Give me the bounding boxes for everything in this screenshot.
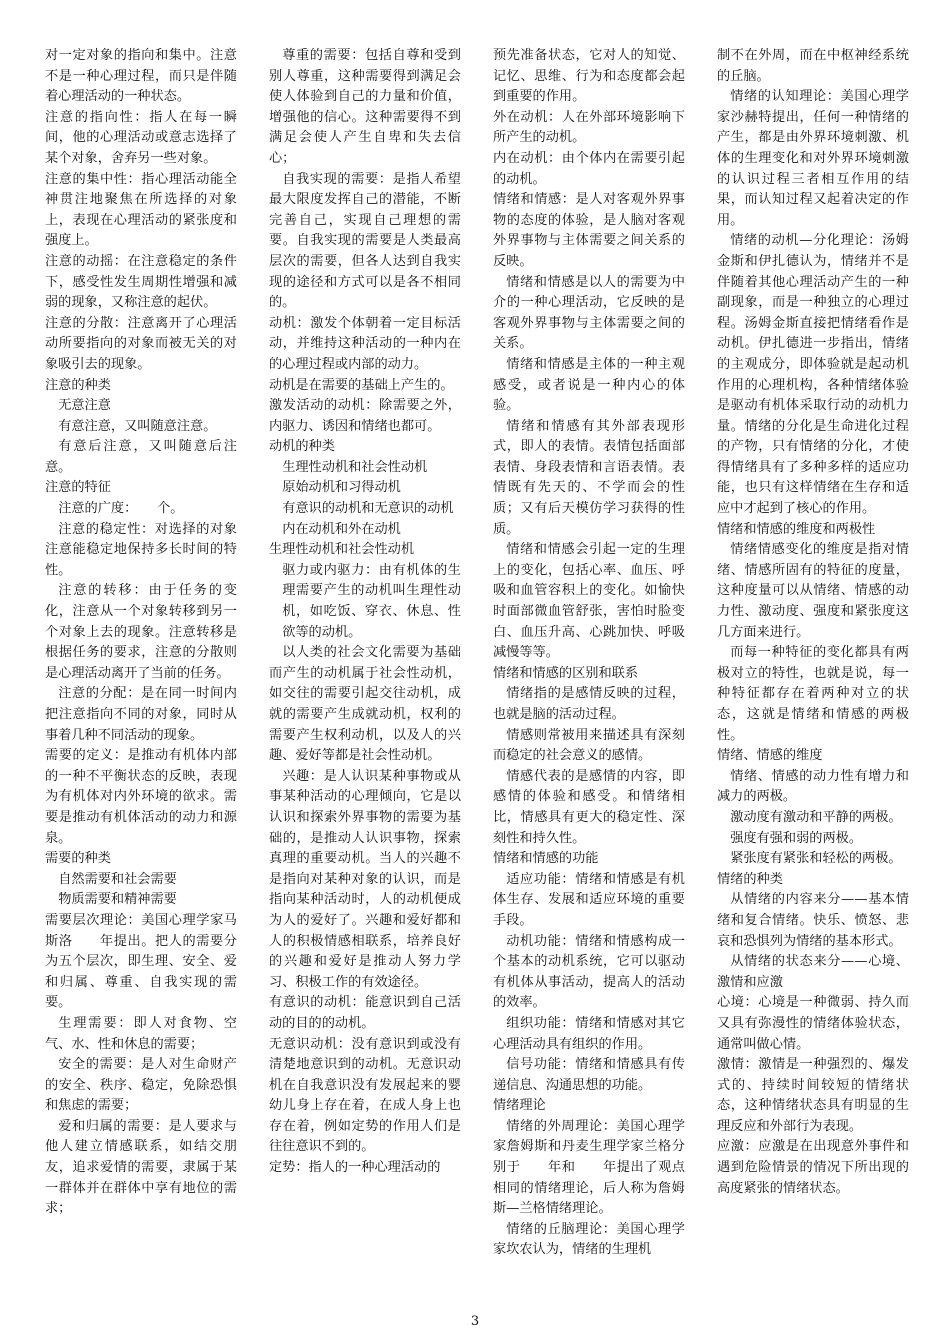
document-page	[45, 46, 911, 1311]
paragraph: 而每一种特征的变化都具有两极对立的特性，也就是说，每一种特征都存在着两种对立的状态，这就是情绪和情感的两极性。	[717, 645, 909, 743]
paragraph: 爱和归属的需要：是人要求与他人建立情感联系，如结交朋友，追求爱情的需要，隶属于某一群体并在群体中享有地位的需求；	[45, 1118, 237, 1217]
paragraph: 注意的特征	[45, 480, 111, 496]
paragraph: 注意的分配：是在同一时间内把注意指向不同的对象，同时从事着几种不同活动的现象。	[45, 686, 237, 743]
paragraph: 情绪和情感会引起一定的生理上的变化，包括心率、血压、呼吸和血管容积上的变化。如愉快时面部微血管舒张，害怕时脸变白、血压升高、心跳加快、呼吸减慢等等。	[493, 542, 685, 661]
paragraph: 情绪的丘脑理论：美国心理学家坎农认为，情绪的生理机	[493, 1221, 685, 1258]
paragraph: 情绪和情感的功能	[493, 851, 599, 867]
paragraph: 组织功能：情绪和情感对其它心理活动具有组织的作用。	[493, 1015, 685, 1052]
paragraph: 情绪和情感是以人的需要为中介的一种心理活动，它反映的是客观外界事物与主体需要之间的关系。	[493, 274, 685, 352]
text-column-1	[45, 46, 237, 1311]
paragraph: 情绪、情感的维度	[717, 748, 823, 764]
paragraph: 生理性动机和社会性动机	[269, 542, 415, 558]
paragraph: 动机：激发个体朝着一定目标活动，并维持这种活动的一种内在的心理过程或内部的动力。	[269, 315, 461, 372]
paragraph: 激发活动的动机：除需要之外，内驱力、诱因和情绪也都可。	[269, 398, 461, 434]
paragraph: 自我实现的需要：是指人希望最大限度发挥自己的潜能，不断完善自己，实现自己理想的需要。自我实现的需要是人类最高层次的需要，但各人达到自我实现的途径和方式可以是各不相同的。	[269, 171, 461, 311]
paragraph: 情绪的外周理论：美国心理学家詹姆斯和丹麦生理学家兰格分别于 年和 年提出了观点相同的情绪理论，后人称为詹姆斯—兰格情绪理论。	[493, 1118, 685, 1217]
paragraph: 安全的需要：是人对生命财产的安全、秩序、稳定，免除恐惧和焦虑的需要；	[45, 1057, 237, 1114]
paragraph: 情绪和情感有其外部表现形式，即人的表情。表情包括面部表情、身段表情和言语表情。表情既有先天的、不学而会的性质；又有后天模仿学习获得的性质。	[493, 418, 685, 537]
paragraph: 生理性动机和社会性动机	[282, 459, 428, 475]
paragraph: 兴趣：是人认识某种事物或从事某种活动的心理倾向，它是以认识和探索外界事物的需要为基础的，是推动人认识事物，探索真理的重要动机。当人的兴趣不是指向对某种对象的认识，而是指向某种活动时，人的动机便成为人的爱好了。兴趣和爱好都和人的积极情感相联系，培养良好的兴趣和爱好是推动人努力学习、积极工作的有效途径。	[269, 768, 461, 990]
paragraph: 动机是在需要的基础上产生的。	[269, 377, 454, 393]
paragraph: 定势：指人的一种心理活动的	[269, 1160, 441, 1176]
paragraph: 注意的转移：由于任务的变化，注意从一个对象转移到另一个对象上去的现象。注意转移是根据任务的要求，注意的分散则是心理活动离开了当前的任务。	[45, 583, 237, 681]
paragraph: 信号功能：情绪和情感具有传递信息、沟通思想的功能。	[493, 1057, 685, 1093]
paragraph: 对一定对象的指向和集中。注意不是一种心理过程，而只是伴随着心理活动的一种状态。	[45, 48, 237, 105]
paragraph: 有意识的动机和无意识的动机	[282, 501, 454, 517]
paragraph: 有意识的动机：能意识到自己活动的目的的动机。	[269, 995, 461, 1031]
paragraph: 内在动机：由个体内在需要引起的动机。	[493, 150, 685, 187]
paragraph: 动机功能：情绪和情感构成一个基本的动机系统，它可以驱动有机体从事活动，提高人的活动的效率。	[493, 933, 685, 1011]
paragraph: 需要的定义：是推动有机体内部的一种不平衡状态的反映，表现为有机体对内外环境的欲求。需要是推动有机体活动的动力和源泉。	[45, 748, 237, 846]
paragraph: 紧张度有紧张和轻松的两极。	[730, 851, 902, 867]
paragraph: 生理需要：即人对食物、空气、水、性和休息的需要；	[45, 1015, 237, 1052]
paragraph: 情绪和情感：是人对客观外界事物的态度的体验，是人脑对客观外界事物与主体需要之间关系的反映。	[493, 192, 685, 269]
paragraph: 应激：应激是在出现意外事件和遇到危险情景的情况下所出现的高度紧张的情绪状态。	[717, 1139, 909, 1196]
paragraph: 物质需要和精神需要	[58, 892, 177, 908]
paragraph: 有意后注意，又叫随意后注意。	[45, 439, 237, 475]
paragraph: 激动度有激动和平静的两极。	[730, 809, 902, 825]
paragraph: 情绪情感变化的维度是指对情绪、情感所固有的特征的度量，这种度量可以从情绪、情感的动力性、激动度、强度和紧张度这几方面来进行。	[717, 542, 909, 640]
paragraph: 激情：激情是一种强烈的、爆发式的、持续时间较短的情绪状态，这种情绪状态具有明显的生理反应和外部行为表现。	[717, 1057, 909, 1134]
paragraph: 注意的分散：注意离开了心理活动所要指向的对象而被无关的对象吸引去的现象。	[45, 315, 237, 372]
paragraph: 注意的动摇：在注意稳定的条件下，感受性发生周期性增强和减弱的现象，又称注意的起伏。	[45, 253, 237, 311]
paragraph: 以人类的社会文化需要为基础而产生的动机属于社会性动机，如交往的需要引起交往动机，成就的需要产生成就动机，权利的需要产生权利动机，以及人的兴趣、爱好等都是社会性动机。	[269, 645, 461, 764]
page-number: 3	[470, 1314, 480, 1329]
paragraph: 尊重的需要：包括自尊和受到别人尊重，这种需要得到满足会使人体验到自己的力量和价值，增强他的信心。这种需要得不到满足会使人产生自卑和失去信心；	[269, 48, 461, 166]
paragraph: 制不在外周，而在中枢神经系统的丘脑。	[717, 48, 909, 84]
paragraph: 情感代表的是感情的内容，即感情的体验和感受。和情绪相比，情感具有更大的稳定性、深刻性和持久性。	[493, 768, 685, 846]
paragraph: 驱力或内驱力：由有机体的生理需要产生的动机叫生理性动机，如吃饭、穿衣、休息、性欲等的动机。	[282, 562, 461, 640]
paragraph: 外在动机：人在外部环境影响下所产生的动机。	[493, 109, 685, 146]
paragraph: 情绪和情感的维度和两极性	[717, 521, 876, 537]
paragraph: 从情绪的状态来分——心境、激情和应激	[717, 954, 909, 990]
paragraph: 原始动机和习得动机	[282, 480, 401, 496]
paragraph: 内在动机和外在动机	[282, 521, 401, 537]
paragraph: 注意的集中性：指心理活动能全神贯注地聚焦在所选择的对象上，表现在心理活动的紧张度和强度上。	[45, 171, 237, 249]
paragraph: 需要层次理论：美国心理学家马斯洛 年提出。把人的需要分为五个层次，即生理、安全、爱和归属、尊重、自我实现的需要。	[45, 912, 237, 1011]
paragraph: 无意注意	[58, 398, 111, 414]
paragraph: 动机的种类	[269, 439, 335, 455]
text-column-4	[717, 46, 909, 1311]
paragraph: 心境：心境是一种微弱、持久而又具有弥漫性的情绪体验状态，通常叫做心情。	[717, 995, 909, 1052]
text-column-3	[493, 46, 685, 1311]
paragraph: 有意注意，又叫随意注意。	[58, 418, 217, 434]
paragraph: 情绪指的是感情反映的过程，也就是脑的活动过程。	[493, 686, 685, 722]
paragraph: 强度有强和弱的两极。	[730, 830, 863, 846]
paragraph: 适应功能：情绪和情感是有机体生存、发展和适应环境的重要手段。	[493, 871, 685, 928]
paragraph: 需要的种类	[45, 851, 111, 867]
paragraph: 注意的广度： 个。	[58, 501, 184, 517]
paragraph: 情绪和情感是主体的一种主观感受，或者说是一种内心的体验。	[493, 356, 685, 414]
paragraph: 无意识动机：没有意识到或没有清楚地意识到的动机。无意识动机在自我意识没有发展起来的婴幼儿身上存在着，在成人身上也存在着，例如定势的作用人们是往往意识不到的。	[269, 1036, 461, 1155]
paragraph: 情绪的动机—分化理论：汤姆金斯和伊扎德认为，情绪并不是伴随着其他心理活动产生的一种副现象，而是一种独立的心理过程。汤姆金斯直接把情绪看作是动机。伊扎德进一步指出，情绪的主观成分，即体验就是起动机作用的心理机构，各种情绪体验是驱动有机体采取行动的动机力量。情绪的分化是生命进化过程的产物，只有情绪的分化，才使得情绪具有了多种多样的适应功能，也只有这样情绪在生存和适应中才起到了核心的作用。	[717, 233, 909, 517]
paragraph: 情绪理论	[493, 1098, 546, 1114]
paragraph: 情绪和情感的区别和联系	[493, 665, 639, 681]
paragraph: 从情绪的内容来分——基本情绪和复合情绪。快乐、愤怒、悲哀和恐惧列为情绪的基本形式。	[717, 892, 909, 949]
text-column-2	[269, 46, 461, 1311]
paragraph: 注意的指向性：指人在每一瞬间，他的心理活动或意志选择了某个对象，舍弃另一些对象。	[45, 109, 237, 166]
paragraph: 自然需要和社会需要	[58, 871, 177, 887]
paragraph: 情绪、情感的动力性有增力和减力的两极。	[717, 768, 909, 805]
paragraph: 情感则常被用来描述具有深刻而稳定的社会意义的感情。	[493, 727, 685, 764]
paragraph: 情绪的种类	[717, 871, 783, 887]
paragraph: 注意的种类	[45, 377, 111, 393]
paragraph: 注意的稳定性：对选择的对象注意能稳定地保持多长时间的特性。	[45, 521, 237, 578]
paragraph: 预先准备状态，它对人的知觉、记忆、思维、行为和态度都会起到重要的作用。	[493, 48, 685, 105]
paragraph: 情绪的认知理论：美国心理学家沙赫特提出，任何一种情绪的产生，都是由外界环境刺激、机体的生理变化和对外界环境刺激的认识过程三者相互作用的结果，而认知过程又起着决定的作用。	[717, 89, 909, 228]
